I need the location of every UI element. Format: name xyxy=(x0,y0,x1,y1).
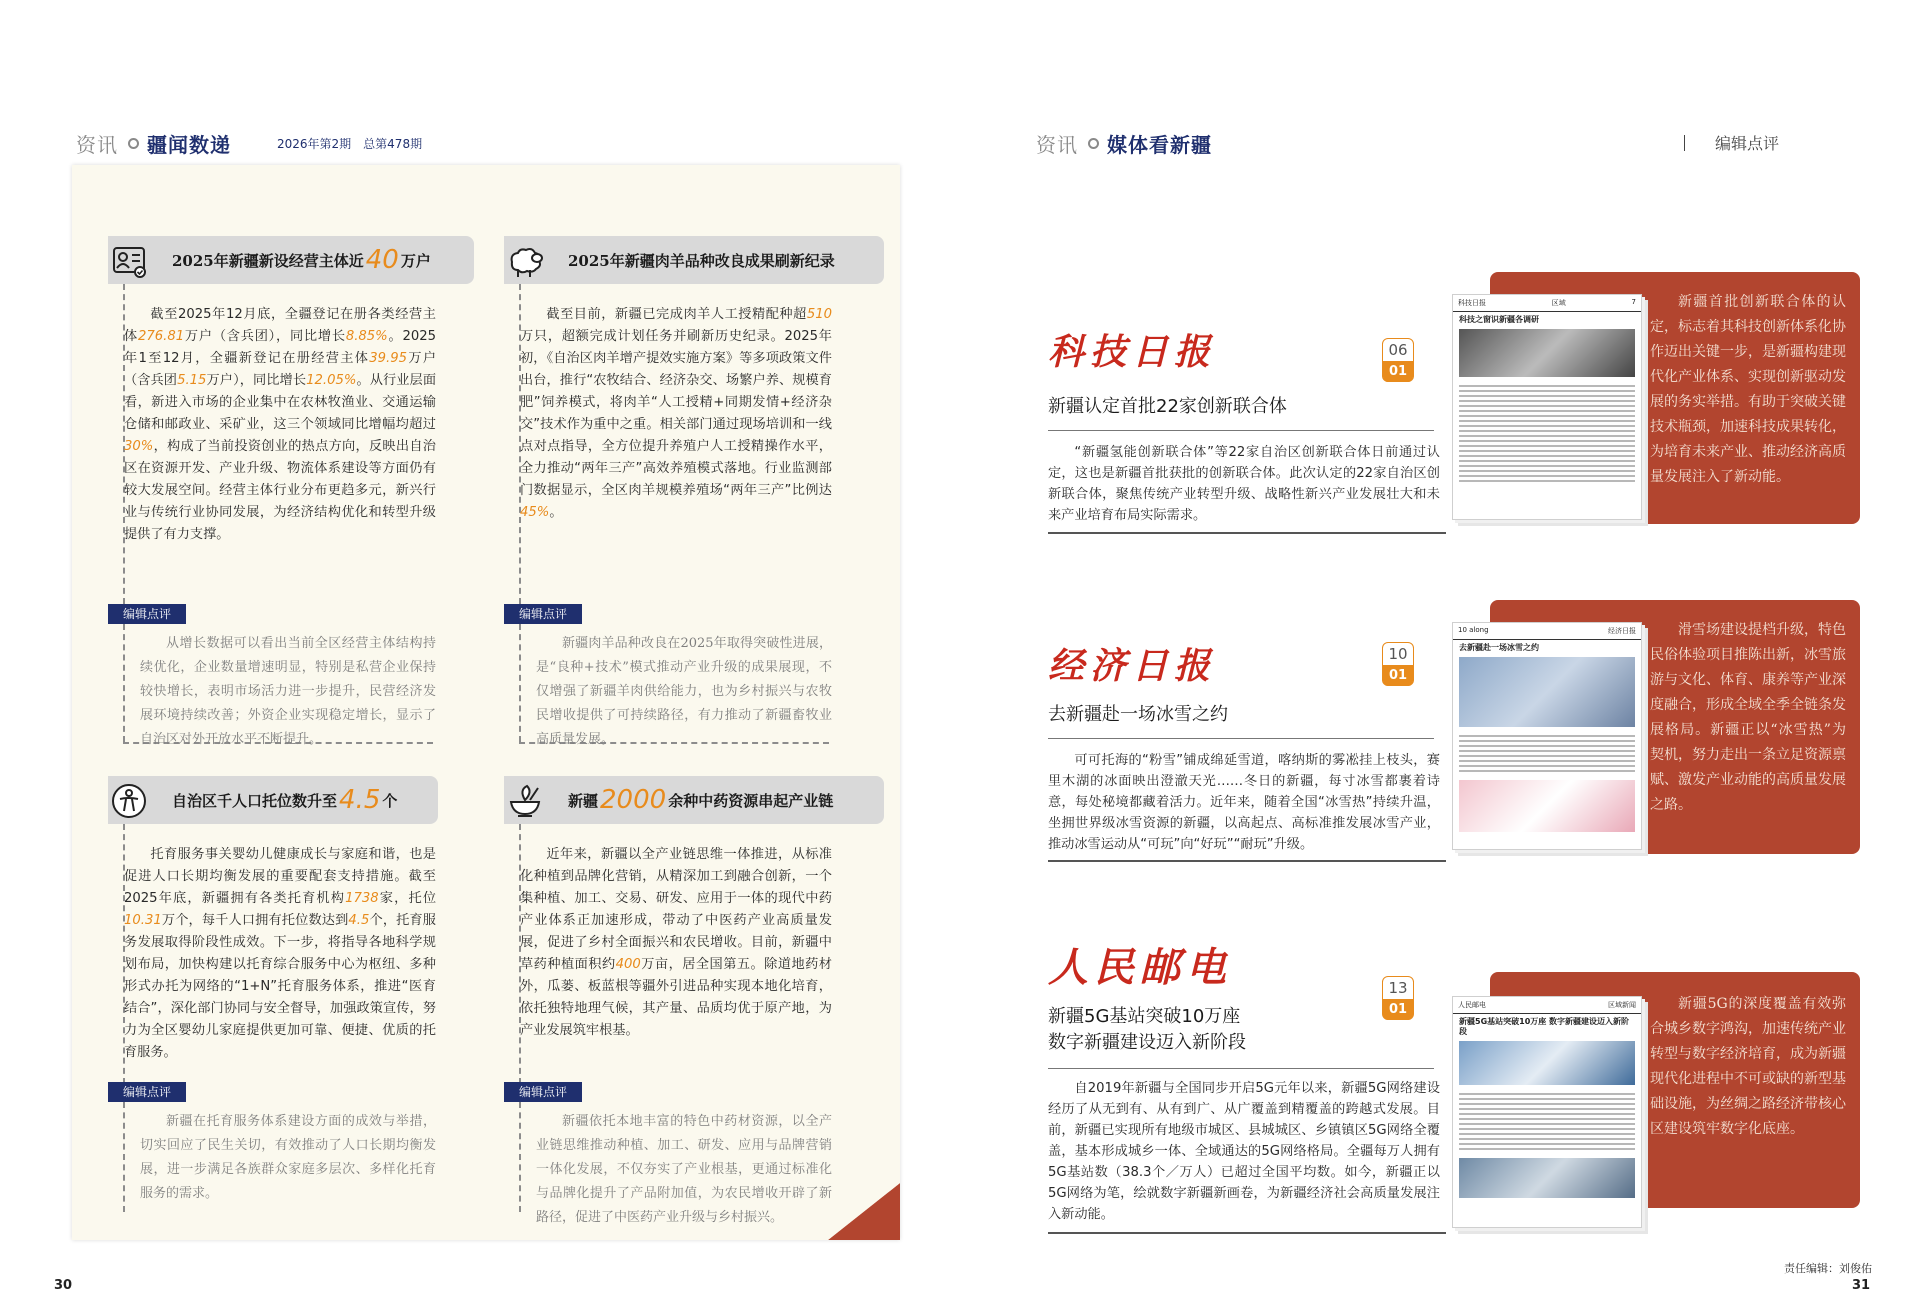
id-card-icon xyxy=(108,240,150,282)
title-suffix: 个 xyxy=(382,791,398,810)
dashed-guide xyxy=(123,624,125,742)
editor-comment: 从增长数据可以看出当前全区经营主体结构持续优化，企业数量增速明显，特别是私营企业保持较快增长，表明市场活力进一步提升，民营经济发展环境持续改善；外资企业实现稳定增长，显示了自治区对外开放水平不断提升。 xyxy=(140,636,436,747)
editor-comment-tag: 编辑点评 xyxy=(108,604,186,624)
rule xyxy=(1048,738,1434,739)
box-title xyxy=(108,776,438,824)
news-box-childcare xyxy=(72,776,442,1216)
newspaper-clipping: 人民邮电 区域新闻 新疆5G基站突破10万座 数字新疆建设迈入新阶段 xyxy=(1452,996,1642,1228)
masthead-logo: 经济日报 xyxy=(1048,645,1217,687)
page-number-left: 30 xyxy=(54,1278,73,1293)
ring-bullet-icon xyxy=(1088,138,1099,149)
date-month: 10 xyxy=(1383,643,1413,666)
date-month: 13 xyxy=(1383,977,1413,1000)
editor-comment: 新疆依托本地丰富的特色中药材资源，以全产业链思维推动种植、加工、研发、应用与品牌营销一体化发展，不仅夯实了产业根基，更通过标准化与品牌化提升了产品附加值，为农民增收开辟了新路径，促进了中医药产业升级与乡村振兴。 xyxy=(536,1114,832,1225)
column-title: 媒体看新疆 xyxy=(1107,132,1212,157)
editor-comment-header-label: 编辑点评 xyxy=(1715,134,1780,153)
editor-comment: 新疆肉羊品种改良在2025年取得突破性进展，是“良种+技术”模式推动产业升级的成果展现，不仅增强了新疆羊肉供给能力，也为乡村振兴与农牧民增收提供了可持续路径，有力推动了新疆畜牧业高质量发展。 xyxy=(536,636,832,747)
news-box-herbal-medicine xyxy=(468,776,838,1225)
editor-comment-header xyxy=(1684,131,1779,154)
box-title xyxy=(504,776,884,824)
section-label: 资讯 xyxy=(1036,132,1078,157)
date-badge xyxy=(1382,642,1414,686)
article-summary: “新疆氢能创新联合体”等22家自治区创新联合体日前通过认定，这也是新疆首批获批的创新联合体。此次认定的22家自治区创新联合体，聚焦传统产业转型升级、战略性新兴产业发展壮大和未来产业培育布局实际需求。 xyxy=(1048,445,1440,523)
dashed-guide xyxy=(519,624,521,742)
responsible-editor: 责任编辑：刘俊佑 xyxy=(1784,1262,1872,1275)
title-text: 自治区千人口托位数升至 xyxy=(172,791,338,810)
folded-corner xyxy=(828,1183,900,1240)
card-comment: 滑雪场建设提档升级，特色民俗体验项目推陈出新，冰雪旅游与文化、体育、康养等产业深度融合，形成全域全季全链条发展格局。新疆正以“冰雪热”为契机，努力走出一条立足资源禀赋、激发产业动能的高质量发展之路。 xyxy=(1650,622,1846,813)
media-item-5g xyxy=(1048,926,1868,1236)
editor-comment-tag: 编辑点评 xyxy=(108,1082,186,1102)
date-day: 01 xyxy=(1383,666,1413,686)
title-text: 2025年新疆新设经营主体近 xyxy=(172,251,364,270)
headline: 新疆认定首批22家创新联合体 xyxy=(1048,396,1287,417)
newspaper-clipping: 科技日报 区域 7 科技之窗识新疆各调研 xyxy=(1452,294,1642,520)
ring-bullet-icon xyxy=(128,138,139,149)
column-title: 疆闻数递 xyxy=(147,132,231,157)
card-comment: 新疆5G的深度覆盖有效弥合城乡数字鸿沟，加速传统产业转型与数字经济培育，成为新疆现代化进程中不可或缺的新型基础设施，为丝绸之路经济带核心区建设筑牢数字化底座。 xyxy=(1650,996,1846,1137)
newspaper-clipping: 10 along 经济日报 去新疆赴一场冰雪之约 xyxy=(1452,622,1642,850)
media-item-ice-snow xyxy=(1048,598,1868,868)
box-title xyxy=(504,236,884,284)
masthead-logo: 人民邮电 xyxy=(1048,944,1232,991)
card-comment: 新疆首批创新联合体的认定，标志着其科技创新体系化协作迈出关键一步，是新疆构建现代化产业体系、实现创新驱动发展的务实举措。有助于突破关键技术瓶颈，加速科技成果转化，为培育未来产业、推动经济高质量发展注入了新动能。 xyxy=(1650,294,1846,485)
box-body: 托育服务事关婴幼儿健康成长与家庭和谐，也是促进人口长期均衡发展的重要配套支持措施。截至2025年底，新疆拥有各类托育机构1738家，托位10.31万个，每千人口拥有托位数达到4.5个，托育服务发展取得阶段性成效。下一步，将指导各地科学规划布局，加快构建以托育综合服务中心为枢纽、多种形式办托为网络的“1+N”托育服务体系，推进“医育结合”，深化部门协同与安全督导，加强政策宣传，努力为全区婴幼儿家庭提供更加可靠、便捷、优质的托育服务。 xyxy=(124,847,437,1060)
editor-comment-tag: 编辑点评 xyxy=(504,1082,582,1102)
title-number: 4.5 xyxy=(339,785,381,815)
editor-comment: 新疆在托育服务体系建设方面的成效与举措，切实回应了民生关切，有效推动了人口长期均衡发展，进一步满足各族群众家庭多层次、多样化托育服务的需求。 xyxy=(140,1114,436,1201)
box-body: 近年来，新疆以全产业链思维一体推进，从标准化种植到品牌化营销，从精深加工到融合创新，一个集种植、加工、交易、研发、应用于一体的现代中药产业体系正加速形成，带动了中医药产业高质量发展，促进了乡村全面振兴和农民增收。目前，新疆中草药种植面积约400万亩，居全国第五。除道地药材外，瓜蒌、板蓝根等疆外引进品种实现本地化培育，依托独特地理气候，其产量、品质均优于原产地，为产业发展筑牢根基。 xyxy=(520,847,832,1038)
news-box-business-entities xyxy=(72,236,442,746)
childcare-icon xyxy=(108,780,150,822)
article-summary: 自2019年新疆与全国同步开启5G元年以来，新疆5G网络建设经历了从无到有、从有到广、从广覆盖到精覆盖的跨越式发展。目前，新疆已实现所有地级市城区、县城城区、乡镇镇区5G网络全覆盖，基本形成城乡一体、全域通达的5G网络格局。全疆每万人拥有5G基站数（38.3个／万人）已超过全国平均数。如今，新疆正以5G网络为笔，绘就数字新疆新画卷，为新疆经济社会高质量发展注入新动能。 xyxy=(1048,1081,1440,1222)
headline: 新疆5G基站突破10万座 xyxy=(1048,1006,1241,1027)
date-badge xyxy=(1382,338,1414,382)
title-number: 2000 xyxy=(600,785,667,815)
media-item-innovation xyxy=(1048,270,1868,540)
section-label: 资讯 xyxy=(76,132,118,157)
page-number-right: 31 xyxy=(1852,1278,1871,1293)
title-number: 40 xyxy=(365,245,399,275)
rule xyxy=(1048,532,1446,534)
issue-info: 2026年第2期 总第478期 xyxy=(277,136,423,151)
date-day: 01 xyxy=(1383,362,1413,382)
rule xyxy=(1048,430,1434,431)
dashed-guide xyxy=(519,1102,521,1212)
title-text: 新疆 xyxy=(568,791,599,810)
masthead-logo: 科技日报 xyxy=(1048,331,1217,373)
dashed-guide xyxy=(123,1102,125,1212)
title-suffix: 万户 xyxy=(400,251,431,270)
title-text: 2025年新疆肉羊品种改良成果刷新纪录 xyxy=(568,251,835,270)
divider xyxy=(1684,135,1685,151)
news-box-sheep-breeding xyxy=(468,236,838,746)
rule xyxy=(1048,1068,1434,1069)
title-suffix: 余种中药资源串起产业链 xyxy=(668,791,834,810)
date-month: 06 xyxy=(1383,339,1413,362)
date-day: 01 xyxy=(1383,1000,1413,1020)
editor-comment-tag: 编辑点评 xyxy=(504,604,582,624)
headline-line-2: 数字新疆建设迈入新阶段 xyxy=(1048,1032,1246,1053)
left-page-header xyxy=(76,130,422,156)
herb-mortar-icon xyxy=(504,780,546,822)
rule xyxy=(1048,1232,1446,1234)
headline: 去新疆赴一场冰雪之约 xyxy=(1048,704,1228,725)
sheep-icon xyxy=(504,240,546,282)
box-body: 截至目前，新疆已完成肉羊人工授精配种超510万只，超额完成计划任务并刷新历史纪录。2025年初，《自治区肉羊增产提效实施方案》等多项政策文件出台，推行“农牧结合、经济杂交、场繁户养、规模育肥”饲养模式，将肉羊“人工授精+同期发情+经济杂交”技术作为重中之重。相关部门通过现场培训和一线点对点指导，全方位提升养殖户人工授精操作水平，全力推动“两年三产”高效养殖模式落地。行业监测部门数据显示，全区肉羊规模养殖场“两年三产”比例达45%。 xyxy=(520,307,832,520)
right-page-header xyxy=(1036,130,1212,156)
box-title xyxy=(108,236,474,284)
date-badge xyxy=(1382,976,1414,1020)
box-body: 截至2025年12月底，全疆登记在册各类经营主体276.81万户（含兵团），同比增长8.85%。2025年1至12月，全疆新登记在册经营主体39.95万户（含兵团5.15万户），同比增长12.05%。从行业层面看，新进入市场的企业集中在农林牧渔业、交通运输仓储和邮政业、采矿业，这三个领域同比增幅均超过30%，构成了当前投资创业的热点方向，反映出自治区在资源开发、产业升级、物流体系建设等方面仍有较大发展空间。经营主体行业分布更趋多元，新兴行业与传统行业协同发展，为经济结构优化和转型升级提供了有力支撑。 xyxy=(124,307,437,542)
article-summary: 可可托海的“粉雪”铺成绵延雪道，喀纳斯的雾凇挂上枝头，赛里木湖的冰面映出澄澈天光……冬日的新疆，每寸冰雪都裹着诗意，每处秘境都藏着活力。近年来，随着全国“冰雪热”持续升温，坐拥世界级冰雪资源的新疆，以高起点、高标准推发展冰雪产业，推动冰雪运动从“可玩”向“好玩”“耐玩”升级。 xyxy=(1048,753,1440,852)
rule xyxy=(1048,860,1446,862)
